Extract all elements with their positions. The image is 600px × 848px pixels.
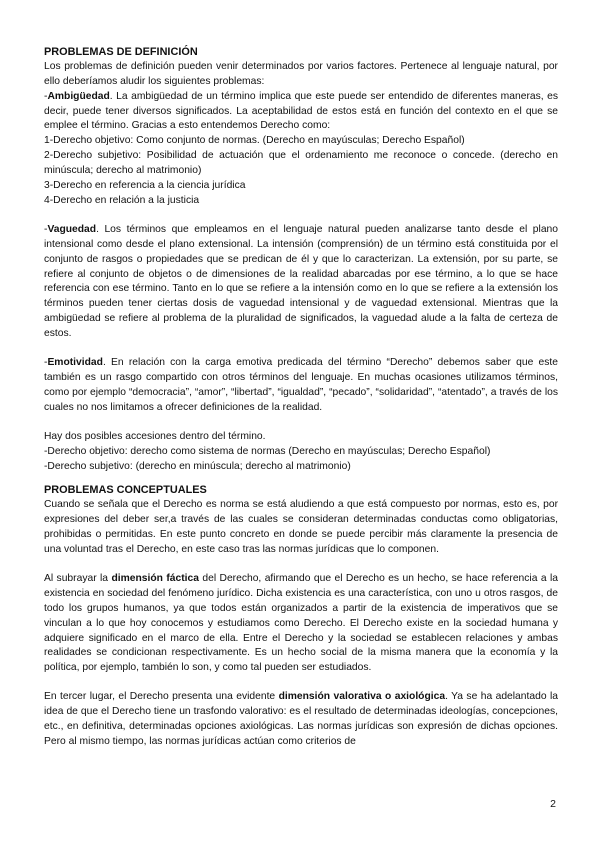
acepciones-intro: Hay dos posibles accesiones dentro del término.	[44, 430, 266, 442]
emotividad-text: . En relación con la carga emotiva predicada del término “Derecho” debemos saber que este también es un rasgo compartido con otros términos del lenguaje. En muchas ocasiones utilizamos términos, como por ejemplo “democracia”, “amor”, “libertad”, “igualdad”, “pecado”, “solidaridad”, “atentado”, a través de los cuales no nos limitamos a ofrecer definiciones de la realidad.	[44, 357, 558, 413]
factica-before: Al subrayar la	[44, 572, 112, 584]
spacer	[44, 558, 558, 572]
spacer	[44, 676, 558, 690]
spacer	[44, 416, 558, 430]
vaguedad-text: . Los términos que empleamos en el lenguaje natural pueden analizarse tanto desde el plano intensional como desde el plano extensional. La intensión (comprensión) de un término está constituida por el conjunto de rasgos o propiedades que se predican de él y que lo caracterizan. La extensión, por su parte, se refiere al conjunto de objetos o de dimensiones de la realidad abarcadas por ese término, a lo que se hace referencia con ese término. Tanto en lo que se refiere a la intensión como en lo que se refiere a la extensión los términos pueden tener ciertas dosis de vaguedad intensional y de vaguedad extensional. Mientras que la ambigüedad se refiere al problema de la pluralidad de significados, la vaguedad alude a la falta de certeza de estos.	[44, 223, 558, 340]
vaguedad-paragraph	[44, 223, 558, 342]
factica-after: del Derecho, afirmando que el Derecho es un hecho, se hace referencia a la existencia en sociedad del fenómeno jurídico. Dicha existencia es una característica, con uno u otros rasgos, de todo los grupos humanos, ya que todos están organizados a partir de la existencia de imperativos que se vinculan a lo que hoy conocemos y estudiamos como Derecho. El Derecho existe en la sociedad humana y adquiere significado en el marco de ella. Entre el Derecho y la sociedad se establecen relaciones y ambas realidades se condicionan respectivamente. Es un hecho social de la misma manera que la economía y la política, por ejemplo, también lo son, y como tal pueden ser estudiados.	[44, 572, 558, 674]
spacer	[44, 342, 558, 356]
emotividad-prefix: -	[44, 357, 48, 369]
ambiguedad-item-3: 3-Derecho en referencia a la ciencia jurídica	[44, 180, 246, 192]
vaguedad-prefix: -	[44, 223, 48, 235]
page-number: 2	[550, 798, 556, 810]
acepcion-item-2: -Derecho subjetivo: (derecho en minúscula; derecho al matrimonio)	[44, 460, 351, 472]
ambiguedad-paragraph	[44, 90, 558, 135]
valorativa-term: dimensión valorativa o axiológica	[278, 691, 446, 703]
ambiguedad-item-1: 1-Derecho objetivo: Como conjunto de normas. (Derecho en mayúsculas; Derecho Español)	[44, 135, 465, 147]
ambiguedad-item-2: 2-Derecho subjetivo: Posibilidad de actuación que el ordenamiento me reconoce o concede. (derecho en minúscula; derecho al matrimonio)	[44, 150, 558, 177]
ambiguedad-term: Ambigüedad	[47, 90, 110, 102]
emotividad-paragraph	[44, 356, 558, 416]
conceptuales-paragraph-1: Cuando se señala que el Derecho es norma se está aludiendo a que está compuesto por normas, esto es, por expresiones del deber ser,a través de las cuales se consideran determinadas conductas como obligatorias, prohibidas o permitidas. En este punto concreto en donde se puede percibir más claramente la presencia de una voluntad tras el Derecho, en este caso tras las normas jurídicas que lo componen.	[44, 499, 558, 555]
document-page	[44, 46, 558, 750]
ambiguedad-text: . La ambigüedad de un término implica que este puede ser entendido de diferentes maneras, es decir, puede tener diversos significados. La aceptabilidad de estos está en función del contexto en el que se emplee el término. Gracias a esto entendemos Derecho como:	[44, 90, 558, 132]
section-title-conceptuales: PROBLEMAS CONCEPTUALES	[44, 484, 207, 497]
dimension-valorativa-paragraph	[44, 690, 558, 750]
emotividad-term: Emotividad	[47, 357, 103, 369]
intro-paragraph: Los problemas de definición pueden venir determinados por varios factores. Pertenece al lenguaje natural, por ello deberíamos aludir los siguientes problemas:	[44, 60, 558, 87]
factica-term: dimensión fáctica	[111, 572, 199, 584]
dimension-factica-paragraph	[44, 572, 558, 676]
ambiguedad-item-4: 4-Derecho en relación a la justicia	[44, 194, 200, 206]
spacer	[44, 474, 558, 484]
valorativa-after: . Ya se ha adelantado la idea de que el Derecho tiene un trasfondo valorativo: es el resultado de determinadas ideologías, concepciones, etc., en definitiva, determinadas opciones axiológicas. Las normas jurídicas son expresión de dichas opciones. Pero al mismo tiempo, las normas jurídicas actúan como criterios de	[44, 691, 558, 747]
valorativa-before: En tercer lugar, el Derecho presenta una evidente	[44, 691, 279, 703]
spacer	[44, 209, 558, 223]
ambiguedad-prefix: -	[44, 90, 48, 102]
acepcion-item-1: -Derecho objetivo: derecho como sistema de normas (Derecho en mayúsculas; Derecho Español)	[44, 445, 491, 457]
vaguedad-term: Vaguedad	[47, 223, 97, 235]
section-title-definicion: PROBLEMAS DE DEFINICIÓN	[44, 46, 198, 58]
